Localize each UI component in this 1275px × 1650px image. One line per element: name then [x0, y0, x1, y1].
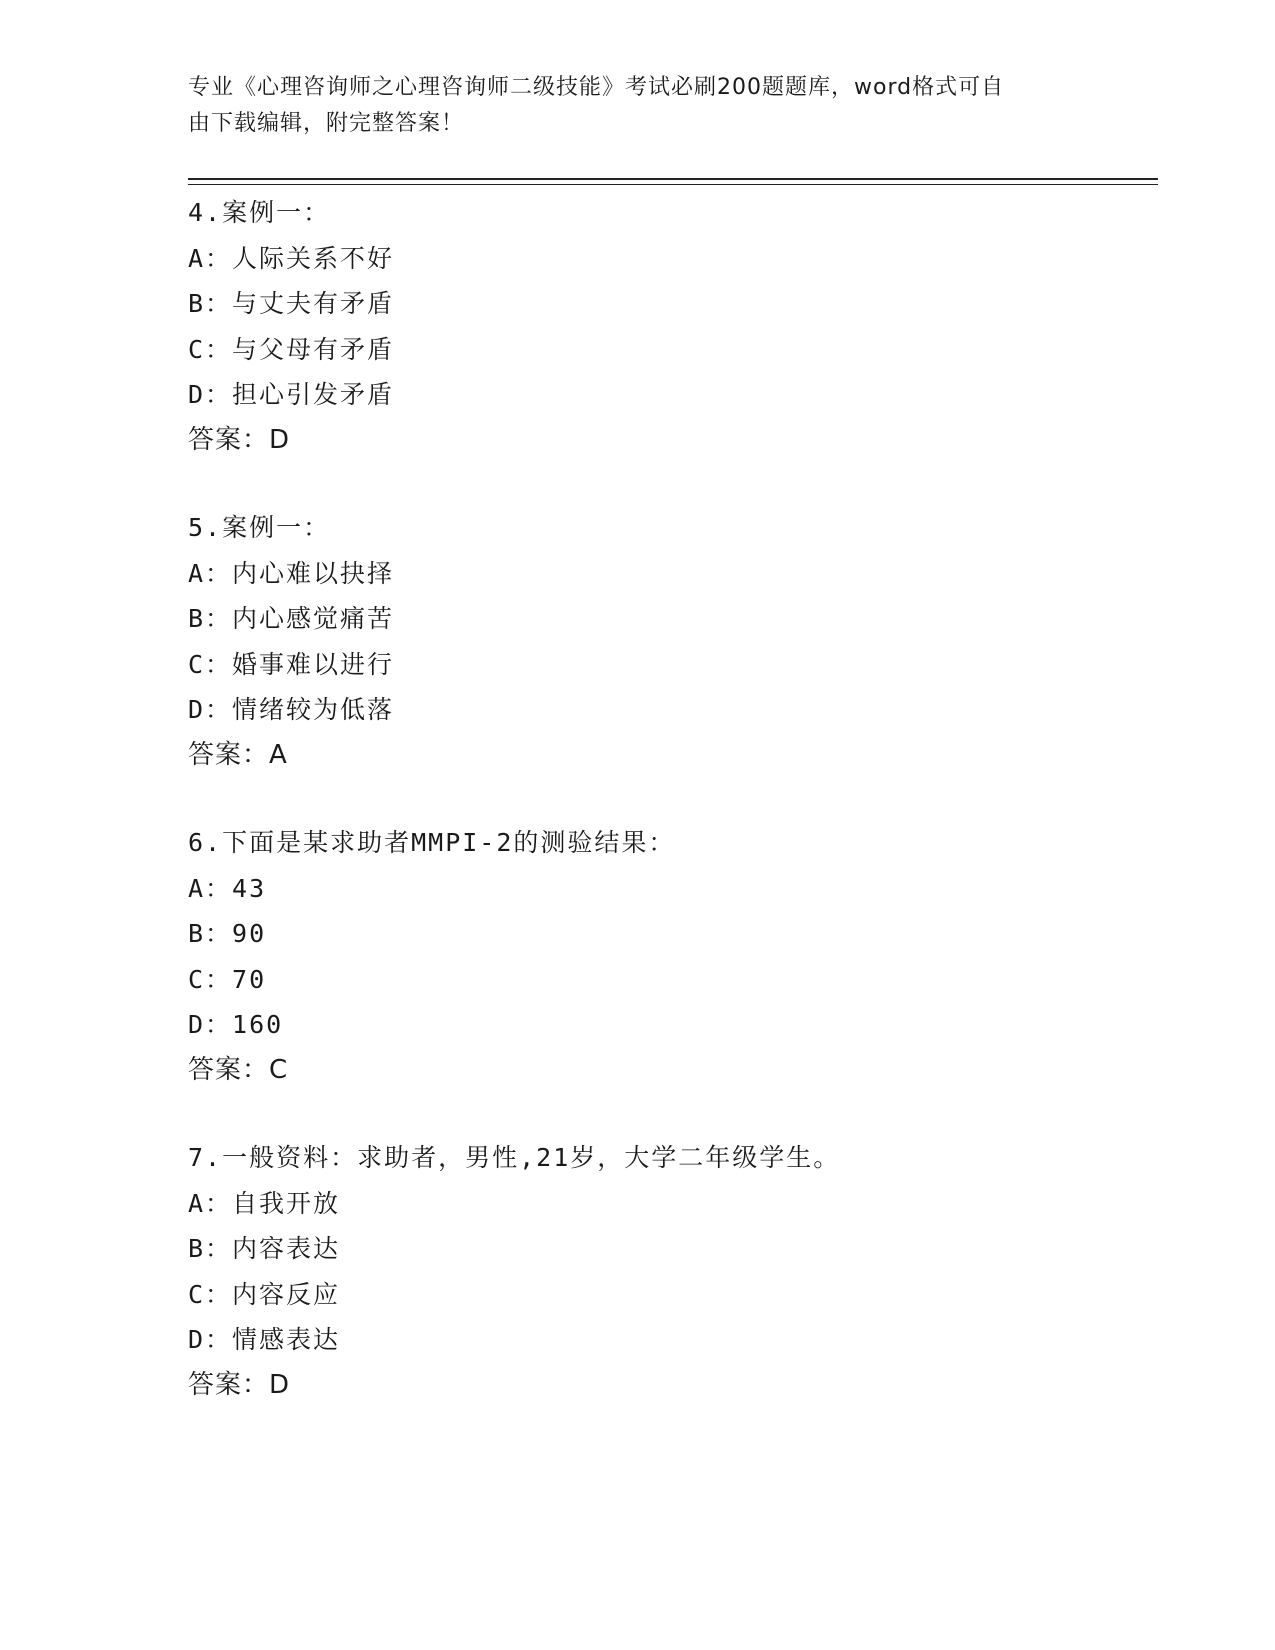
- question-block-4: [188, 190, 1148, 463]
- option-c: C：婚事难以进行: [188, 649, 395, 679]
- option-a: A：内心难以抉择: [188, 558, 395, 588]
- question-stem: 6.下面是某求助者MMPI-2的测验结果：: [188, 828, 676, 857]
- question-block-6: [188, 820, 1148, 1093]
- header-line-1: 专业《心理咨询师之心理咨询师二级技能》考试必刷200题题库，word格式可自: [188, 75, 1005, 100]
- option-d: D：160: [188, 1010, 284, 1039]
- option-b: B：与丈夫有矛盾: [188, 289, 395, 318]
- question-stem: 5.案例一：: [188, 513, 331, 542]
- question-stem: 4.案例一：: [188, 198, 331, 227]
- question-stem: 7.一般资料：求助者，男性,21岁，大学二年级学生。: [188, 1143, 841, 1172]
- option-a: A：自我开放: [188, 1188, 341, 1218]
- option-b: B：内容表达: [188, 1234, 341, 1263]
- question-block-5: [188, 505, 1148, 778]
- question-block-7: [188, 1135, 1148, 1408]
- option-b: B：90: [188, 919, 267, 948]
- option-c: C：与父母有矛盾: [188, 334, 395, 364]
- option-d: D：情感表达: [188, 1325, 341, 1354]
- option-a: A：人际关系不好: [188, 243, 395, 273]
- header-line-2: 由下载编辑，附完整答案！: [188, 111, 465, 136]
- answer-label: 答案：C: [188, 1054, 289, 1085]
- option-c: C：内容反应: [188, 1279, 341, 1309]
- option-a: A：43: [188, 873, 267, 903]
- document-header: [188, 70, 1068, 142]
- option-d: D：情绪较为低落: [188, 695, 395, 724]
- answer-label: 答案：A: [188, 739, 288, 770]
- answer-label: 答案：D: [188, 424, 291, 455]
- answer-label: 答案：D: [188, 1369, 291, 1400]
- header-divider-thin: [188, 184, 1158, 185]
- option-d: D：担心引发矛盾: [188, 380, 395, 409]
- header-divider-thick: [188, 178, 1158, 180]
- option-b: B：内心感觉痛苦: [188, 604, 395, 633]
- option-c: C：70: [188, 964, 267, 994]
